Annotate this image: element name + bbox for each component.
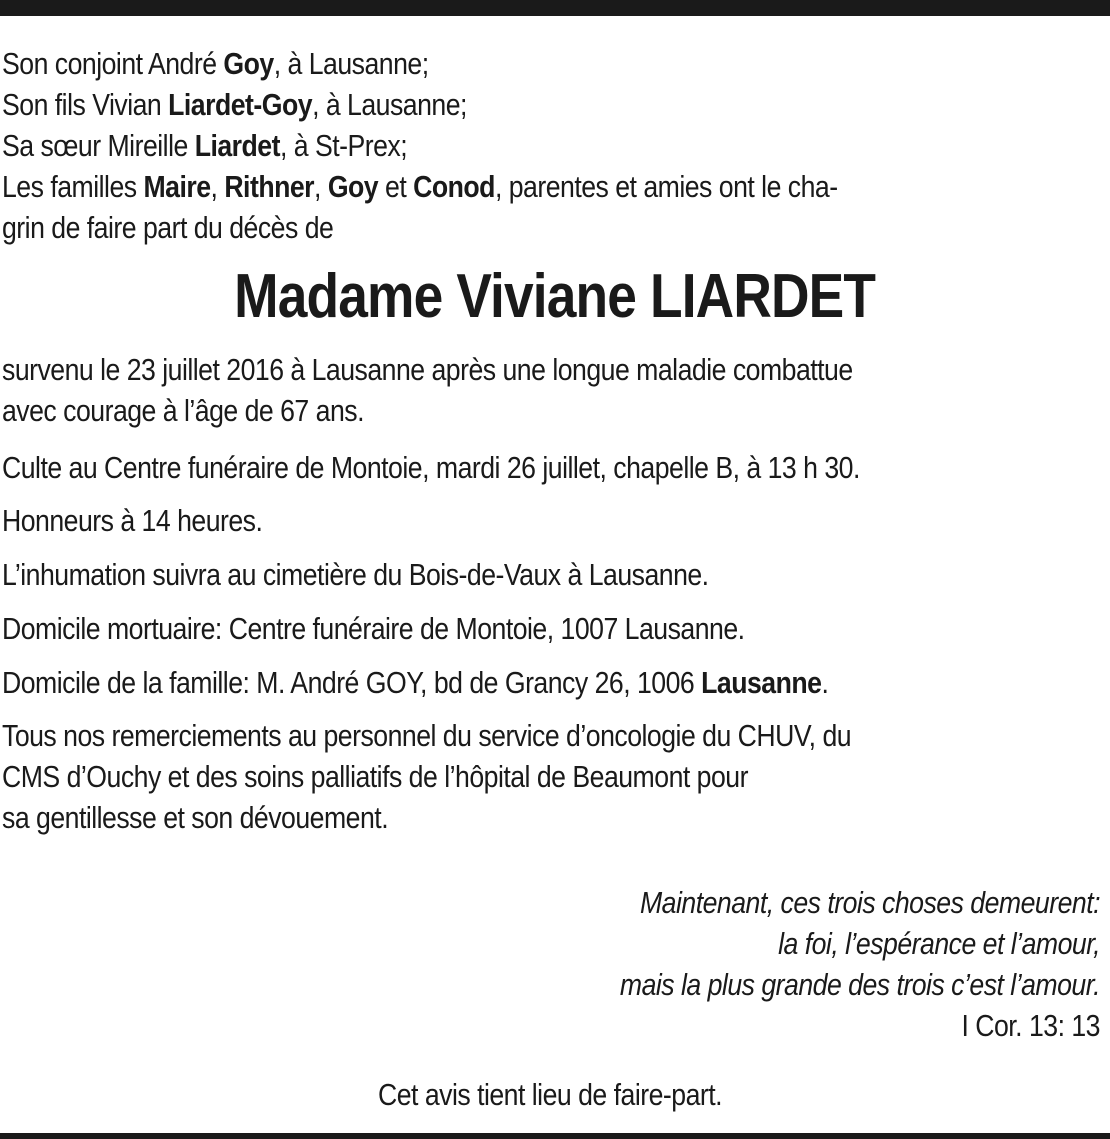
family-line-spouse: Son conjoint André Goy, à Lausanne; <box>2 46 429 81</box>
family-line-intro: grin de faire part du décès de <box>2 210 334 245</box>
burial-info: L’inhumation suivra au cimetière du Bois-de-Vaux à Lausanne. <box>2 557 709 592</box>
death-details: survenu le 23 juillet 2016 à Lausanne après une longue maladie combattue avec courage à l’âge de 67 ans. <box>2 352 853 428</box>
acknowledgements: Tous nos remerciements au personnel du service d’oncologie du CHUV, du CMS d’Ouchy et des soins palliatifs de l’hôpital de Beaumont pour sa gentillesse et son dévouement. <box>2 718 852 835</box>
bottom-rule <box>0 1133 1110 1139</box>
honours-info: Honneurs à 14 heures. <box>2 503 263 538</box>
spouse-name: Goy <box>223 46 274 81</box>
family-name: Conod <box>413 169 495 204</box>
top-rule <box>0 0 1110 16</box>
family-announcement <box>2 43 1102 248</box>
family-line-families: Les familles Maire, Rithner, Goy et Conod, parentes et amies ont le cha- <box>2 169 838 204</box>
sister-name: Liardet <box>194 128 280 163</box>
family-name: Goy <box>327 169 379 204</box>
scripture-reference: I Cor. 13: 13 <box>961 1008 1100 1043</box>
mortuary-address: Domicile mortuaire: Centre funéraire de Montoie, 1007 Lausanne. <box>2 611 745 646</box>
family-line-son: Son fils Vivian Liardet-Goy, à Lausanne; <box>2 87 467 122</box>
service-info: Culte au Centre funéraire de Montoie, mardi 26 juillet, chapelle B, à 13 h 30. <box>2 450 860 485</box>
family-city: Lausanne <box>701 665 822 700</box>
notice-footer: Cet avis tient lieu de faire-part. <box>377 1077 723 1112</box>
family-name: Maire <box>143 169 211 204</box>
scripture-quote: Maintenant, ces trois choses demeurent: la foi, l’espérance et l’amour, mais la plus grande des trois c’est l’amour. I Cor. 13: 13 <box>200 882 1100 1046</box>
deceased-name-title: Madame Viviane LIARDET <box>234 262 876 331</box>
family-name: Rithner <box>224 169 315 204</box>
son-name: Liardet-Goy <box>168 87 313 122</box>
family-address: Domicile de la famille: M. André GOY, bd de Grancy 26, 1006 Lausanne. <box>2 665 829 700</box>
family-line-sister: Sa sœur Mireille Liardet, à St-Prex; <box>2 128 408 163</box>
